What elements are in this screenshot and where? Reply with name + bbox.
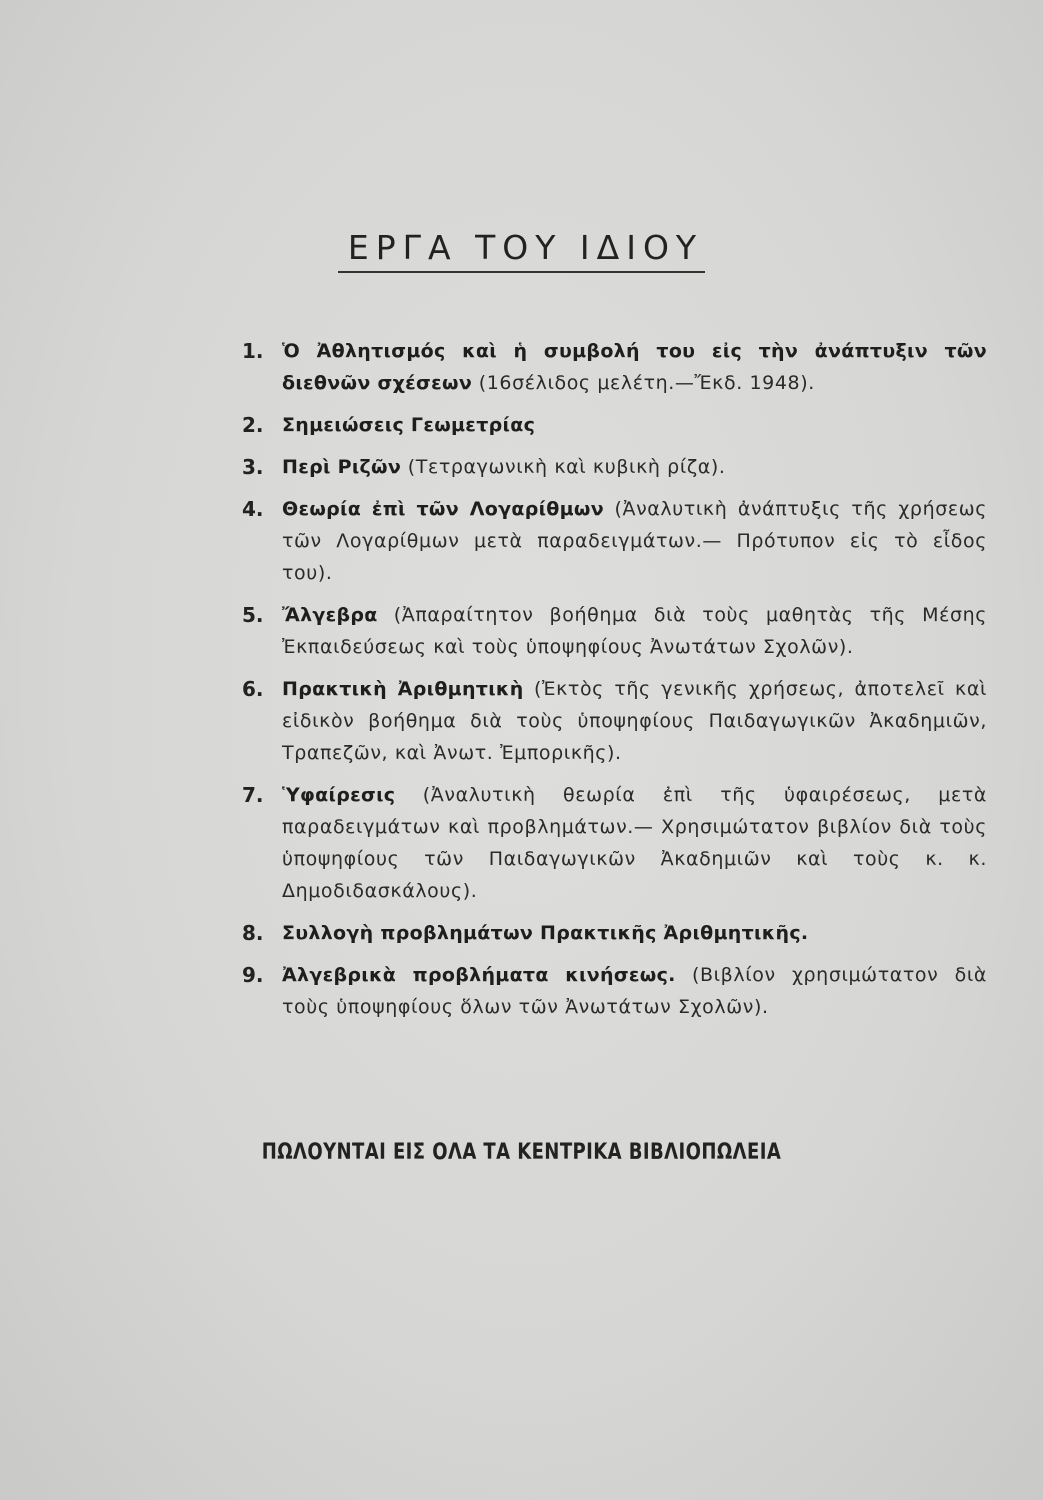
work-title: Θεωρία ἐπὶ τῶν Λογαρίθμων [282,498,604,520]
work-item [242,335,987,399]
work-title: Περὶ Ριζῶν [282,456,402,478]
work-item [242,917,987,949]
work-description: (Τετραγωνικὴ καὶ κυβικὴ ρίζα). [401,456,726,478]
page-title-text: ΕΡΓΑ ΤΟΥ ΙΔΙΟΥ [338,228,705,273]
work-number: 5. [242,603,264,627]
work-description: (16σέλιδος μελέτη.—Ἔκδ. 1948). [472,372,815,394]
work-item [242,493,987,589]
work-number: 3. [242,455,264,479]
work-entry [282,599,987,663]
work-number: 6. [242,677,264,701]
work-title: Ὑφαίρεσις [282,784,396,806]
work-number: 2. [242,413,264,437]
work-entry [282,451,987,483]
work-item [242,673,987,769]
work-title: Ὁ Ἀθλητισμός καὶ ἡ συμβολή του εἰς τὴν ἀνάπτυξιν τῶν διεθνῶν σχέσεων [282,340,987,394]
work-entry [282,917,987,949]
work-title: Ἀλγεβρικὰ προβλήματα κινήσεως. [282,964,676,986]
work-entry [282,959,987,1023]
work-entry [282,409,987,441]
work-item [242,451,987,483]
work-description: (Βιβλίον χρησιμώτατον διὰ τοὺς ὑποψηφίους ὅλων τῶν Ἀνωτάτων Σχολῶν). [282,964,987,1018]
work-title: Συλλογὴ προβλημάτων Πρακτικῆς Ἀριθμητικῆς. [282,922,809,944]
work-description: (Ἀναλυτικὴ θεωρία ἐπὶ τῆς ὑφαιρέσεως, μετὰ παραδειγμάτων καὶ προβλημάτων.— Χρησιμώτατον βιβλίον διὰ τοὺς ὑποψηφίους τῶν Παιδαγωγικῶν Ἀκαδημιῶν καὶ τοὺς κ. κ. Δημοδιδασκάλους). [282,784,987,902]
work-number: 8. [242,921,264,945]
work-entry [282,779,987,907]
works-list [242,335,987,1033]
work-description: (Ἐκτὸς τῆς γενικῆς χρήσεως, ἀποτελεῖ καὶ εἰδικὸν βοήθημα διὰ τοὺς ὑποψηφίους Παιδαγωγικῶν Ἀκαδημιῶν, Τραπεζῶν, καὶ Ἀνωτ. Ἐμπορικῆς). [282,678,987,764]
work-item [242,409,987,441]
work-item [242,959,987,1023]
work-item [242,599,987,663]
work-number: 1. [242,339,264,363]
work-entry [282,335,987,399]
work-title: Σημειώσεις Γεωμετρίας [282,414,536,436]
work-title: Πρακτικὴ Ἀριθμητικὴ [282,678,524,700]
availability-notice: ΠΩΛΟΥΝΤΑΙ ΕΙΣ ΟΛΑ ΤΑ ΚΕΝΤΡΙΚΑ ΒΙΒΛΙΟΠΩΛΕΙΑ [261,1140,782,1165]
work-entry [282,673,987,769]
work-number: 4. [242,497,264,521]
work-description: (Ἀναλυτικὴ ἀνάπτυξις τῆς χρήσεως τῶν Λογαρίθμων μετὰ παραδειγμάτων.— Πρότυπον εἰς τὸ εἶδος του). [282,498,987,584]
work-number: 7. [242,783,264,807]
work-description: (Ἀπαραίτητον βοήθημα διὰ τοὺς μαθητὰς τῆς Μέσης Ἐκπαιδεύσεως καὶ τοὺς ὑποψηφίους Ἀνωτάτων Σχολῶν). [282,604,987,658]
page-title [0,228,1043,273]
work-item [242,779,987,907]
work-title: Ἄλγεβρα [282,604,378,626]
work-number: 9. [242,963,264,987]
work-entry [282,493,987,589]
